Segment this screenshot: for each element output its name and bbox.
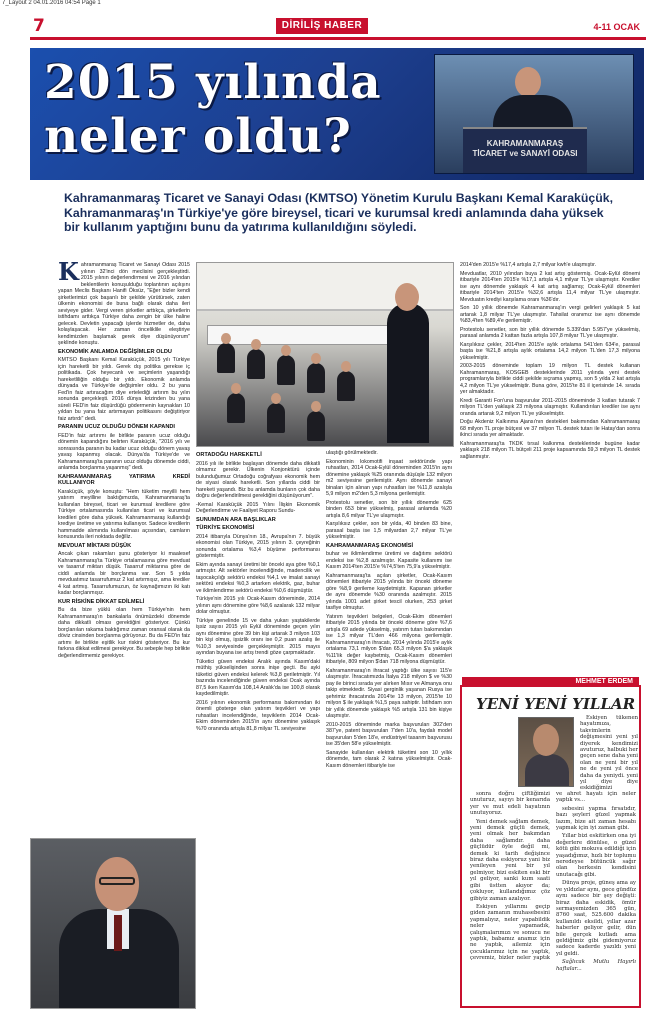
portrait-tie: [114, 915, 122, 951]
column-body: [470, 791, 636, 972]
paragraph: -Kemal Karaküçük 2015 Yılını İlişkin Ekonomik Değerlendirme ve Faaliyet Raporu Sundu-: [196, 501, 320, 514]
attendee-head: [271, 393, 281, 404]
paragraph: Protestolu senetler, son bir yıllık dönemde 5.339'dan 5.957'ye yükselmiş, parasal anlamda 2 kattan fazla artışla 107,8 milyar TL'ye ulaşmıştır.: [460, 326, 640, 339]
portrait-photo: [30, 838, 196, 1009]
paragraph: Ekonominin lokomotifi inşaat sektöründe yapı ruhsatları, 2014 Ocak-Eylül döneminden 2015'in aynı dönemine yaklaşık %25 oranında düşüşle 132 milyon m2 seviyesine gerilemiştir. Aynı dönemde sanayi binaları için alınan yapı ruhsatları ise %11,8 azalışla 5,9 milyon m2'den 5,3 milyona gerilemiştir.: [326, 458, 452, 497]
attendee-head: [251, 339, 261, 350]
main-speaker-head: [395, 283, 419, 311]
main-speaker: [387, 303, 429, 443]
podium-label-line-1: KAHRAMANMARAŞ: [486, 139, 564, 148]
paragraph: Yatırım teşvikleri belgeleri, Ocak-Ekim dönemleri itibariyle 2015 yılında bir önceki döneme göre %7,6 artışla 69 adede yükselmiş, yatırım tutarı bakımından ise 1,3 milyar TL'den 466 milyona gerilemiştir. Kahramanmaraş'ın ihracatı, 2014 yılında 2015'e aylık ortalama 73,1 milyon $'dan 65,3 milyon $'a yaklaşık %11'lik değer kaybetmiş, Ocak-Kasım dönemleri itibariyle, 809 milyon $'dan 718 milyona düşmüştür.: [326, 613, 452, 665]
file-label: 7_Layout 2 04.01.2016 04:54 Page 1: [2, 0, 101, 6]
attendee-head: [311, 401, 321, 412]
paragraph: 2016 yılının ekonomik performansı bakımından iki önemli gösterge olan yatırım teşvikleri ve yapı ruhsatları incelendiğinde, teşviklerin 2014 Ocak-Ekim döneminden 2015'in aynı dönemine yaklaşık %70 oranında artışla 81,8 milyar TL seviyesine: [196, 699, 320, 732]
attendee: [217, 343, 235, 373]
article-column-4: [460, 262, 640, 674]
opinion-column: [460, 678, 641, 1008]
attendee-head: [341, 361, 351, 372]
paragraph: sebesini yapma fırsatıdır, bazı şeyleri güzel yapmak lazım, bize ait zaman hesabı yapmak için iyi zaman gibi.: [556, 805, 636, 832]
column-intro: [580, 715, 638, 794]
paragraph: Mevduatlar, 2010 yılından buya 2 kat artış göstermiş. Ocak-Eylül dönemi itibariyle 2014'ten 2015'e %17,1 artışla 4,1 milyar TL'ye ulaşmıştır. Krediler ise aynı dönemde yaklaşık 4 kat artış sağlamış; Ocak-Eylül dönemleri itibariyle 2014'ten 2015'e %32,6 artışla 11,4 milyar TL'ye ulaşmıştır. Mevduatın krediyi karşılama oranı %36'dır.: [460, 270, 640, 303]
attendee: [307, 363, 325, 393]
article-column-1: [58, 262, 190, 834]
paragraph: Dünya proje, güneş ama ay ve yıldızlar aynı, gece gündüz aynı sadece bir şey değişti: biraz daha eskidik, ömür sermayemizden 365 gün, 8760 saat, 525.600 dakika kullanıldı eksildi, yıllar azar haberler geliyor gelir, dün bile gerçek kutladı ama geldiğimiz gibi gidemiyoruz sadece kaderde yazıldı yeni yıl geldi.: [556, 880, 636, 957]
issue-date: 4-11 OCAK: [593, 22, 640, 32]
attendee-head: [281, 345, 291, 356]
paragraph: 2014 itibarıyla Dünya'nın 18., Avrupa'nın 7. büyük ekonomisi olan Türkiye, 2015 yılının 3. çeyreğinin sonunda ortalama %3,4 büyüme performansı göstermiştir.: [196, 533, 320, 559]
conference-photo: [196, 262, 454, 447]
page-number: 7: [33, 16, 45, 36]
column-signoff: Sağlıcak Mutlu Hayırlı haftalar...: [556, 959, 636, 972]
paragraph: ulaştığı görülmektedir.: [326, 450, 378, 456]
section-heading: PARANIN UCUZ OLDUĞU DÖNEM KAPANDI: [58, 424, 175, 430]
podium-label: [463, 139, 587, 159]
paragraph: Eskiyen yıllarımı geçip giden zamanın muhasebesini yapmalıyız, neler yapabildik neler yapamadık, çalışmalarımızı ve sonucu ne yaptık, babamız anamız için ne yaptık, ailemiz için çocuklarımız için ne yaptık, çevremiz, bizler neler yaptık ve ahret hayatı için neler yaptık vs...: [470, 791, 636, 962]
column-title: YENİ YENİ YILLAR: [476, 695, 636, 713]
attendee: [307, 411, 325, 441]
podium: [463, 127, 587, 174]
attendee: [247, 349, 265, 379]
paragraph: 2016 yılı ile birlikte başlayan dönemde daha dikkatli olmamız gerekir. Ülkenin Konjonktürü içinde bulunduğumuz Ortadoğu coğrafyası ekonomik hem de siyasi olarak hareketli. Son yıllarda ciddi bir hareketi yaşandı. Biz bu anlamda bunların çok daha doğru değerlendirilmesi gerektiğini düşünüyorum".: [196, 460, 320, 499]
author-body: [525, 754, 569, 787]
section-heading: ORTADOĞU HAREKETLİ: [196, 452, 262, 458]
column-author: MEHMET ERDEM: [462, 677, 639, 687]
paragraph: KMTSO Başkanı Kemal Karaküçük, 2015 yılı Türkiye için hareketli bir yıldı. Gerek dış politika gerekse iç politikada. Çok heyecanlı ve seçimlerin yaşandığı hareketliliğin olduğu bir yıldı. Ekonomik anlamda dünyada ve Türkiye'de değişimler oldu. 2 bu yana Fed'in faiz artıracağım diye ertelediği artırım bu yılın sonunda gerçekleşti. 2016 dünya krizinden bu yana süreli FED'in faiz düşürdüğü gödermenin kaynakları 10 yıldan bu yana faiz artırmayan politikasını değiştiriyor faiz artırdı" dedi.: [58, 357, 190, 422]
paragraph: 2010-2015 döneminde marka başvuruları 302'den 387'ye, patent başvuruları 7'den 10'a, faydalı model başvuruları 5'den 18'e, endüstriyel tasarım başvurusu ise 35'den 58'e yükselmiştir.: [326, 721, 452, 747]
paragraph: Ekim ayında sanayi üretimi bir önceki aya göre %0,1 artmıştır. Alt sektörler incelendiğinde, madencilik ve taşocakçılığı sektörü endeksi %4,1 ve imalat sanayi sektörü endeksi %0,3 artarken elektrik, gaz, buhar ve iklimlendirme sektörü endeksi %0,6 düşmüştür.: [196, 561, 320, 594]
headline-line-2: neler oldu?: [44, 109, 352, 164]
headline: [44, 56, 382, 164]
paragraph: FED'in faiz artırımı ile birlikte paranın ucuz olduğu dönemin kapandığını belirten Karaküçük, "2016 yılı ve sonrasında paranın bu kadar ucuz olduğu dönem yavaş yavaş kapanmış olacak. Dünya'da Türkiye'de ve Kahramanmaraş'ta paranın ucuz olduğu dönemde ciddi, anlamda borçlanma yaşanmış" dedi.: [58, 432, 190, 471]
conference-table: [207, 325, 407, 345]
paragraph: sonra doğru çiftliğimizi unuturuz, sayıyı bir kenarıda yer ve mut edeli hayatının unutuyoruz.: [470, 791, 550, 817]
section-heading: MEVDUAT MİKTARI DÜŞÜK: [58, 542, 132, 549]
attendee: [277, 355, 295, 385]
author-head: [533, 724, 559, 756]
paragraph: Kahramanmaraş'ın ihracat yaptığı ülke sayısı 115'e ulaşmıştır. İhracatımızda İtalya 218 milyon $ ve %30 pay ile birinci sırada yer alırken Mısır ve Almanya onu takip etmektedir. Siyasi gerginlik yaşanan Rusya ise şehrimiz ihracatında 2014'te 13 milyon, 2015'te 10 milyon $ ile yaklaşık %1,5 paya sahiptir. İstihdam son bir yıllık dönemde yaklaşık %5 artışla 131 bin kişiye ulaşmıştır.: [326, 667, 452, 719]
section-heading: KUR RİSKİNE DİKKAT EDİLMELİ: [58, 598, 145, 605]
portrait-glasses: [99, 877, 135, 885]
paragraph: Kredi Garanti Fon'una başvurular 2011-2015 döneminde 3 katları tutarak 7 milyon TL'den yaklaşık 23 milyona ulaşmıştır. Kullandırılan krediler ise aynı oranda artarak 9,2 milyon TL'ye yükselmiştir.: [460, 397, 640, 417]
paragraph: Türkiye genelinde 15 ve daha yukarı yaştakilerde işsiz sayısı 2015 yılı Eylül döneminde geçen yılın aynı dönemine göre 39 bin kişi artarak 3 milyon 103 bin kişi olmuş, işsizlik oranı ise 0,2 puan azalış ile %10,3 seviyesinde gerçekleşmiştir. 2015 mayıs ayından buyana ise artış trendi göze çarpmaktadır.: [196, 617, 320, 656]
paragraph: Türkiye'nin 2015 yılı Ocak-Kasım döneminde, 2014 yılının aynı dönemine göre %8,6 azalarak 132 milyar dolar olmuştur.: [196, 596, 320, 615]
paragraph: Sanayide kullanılan elektrik tüketimi son 10 yıllık dönemde, tam olarak 2 katına yükselmiştir. Ocak-Kasım dönemleri itibariyle ise: [326, 749, 452, 769]
paragraph: Kahramanmaraş'ta TKDK tırsal kalkınma desteklerinde bugüne kadar yaklaşık 218 milyon TL bütçeli 211 proje kapsamında 59,3 milyon TL destek sağlanmıştır.: [460, 440, 640, 460]
speaker-photo: [434, 54, 634, 174]
attendee-head: [231, 383, 241, 394]
dropcap: K: [58, 262, 79, 286]
attendee-head: [221, 333, 231, 344]
paragraph: 2014'den 2015'e %17,4 artışla 2,7 milyar kwh'e ulaşmıştır.: [460, 262, 597, 268]
paragraph: Karşılıksız çekler, 2014'ten 2015'e aylık ortalama 541'den 634'e, parasal başta ise %21,8 artışla aylık ortalama 14,2 milyon TL'den 17,3 milyona yükselmiştir.: [460, 341, 640, 361]
paragraph: Doğu Akdeniz Kalkınma Ajansı'nın destekleri bakımından Kahramanmaraş 68 milyon TL proje bütçesi ve 37 milyon TL destek tutarı ile Hatay'dan sonra ikinci sırada yer almaktadır.: [460, 419, 640, 438]
attendee: [227, 393, 245, 423]
paragraph: buhar ve iklimlendirme üretimi ve dağıtımı sektörü endeksi ise %2,8 azalmıştır. Kapasite kullanımı ise Kasım 2014'ten 2015'e %74,5'ten 75,9'a yükselmiştir.: [326, 551, 452, 570]
article-column-2: [196, 450, 320, 1010]
paragraph: Son 10 yıllık dönemde Kahramanmaraş'ın vergi gelirleri yaklaşık 5 kat artarak 1,8 milyar TL'ye ulaşmıştır. Tahsilat oranımız ise aynı dönemde %83,4'ten %89,4'e gerilemiştir.: [460, 305, 640, 324]
article-column-3: [326, 450, 452, 1010]
section-heading: EKONOMİK ANLAMDA DEĞİŞİMLER OLDU: [58, 348, 172, 355]
paragraph: Tüketici güven endeksi Aralık ayında Kasım'daki müthiş yükselişinden sonra inişe geçti. Bu ayki tüketici güven endeksi kelerek %3,8 geriletmiştir. Yıl bazında incelendiğinde güven endeksi Ocak ayında 87,5 iken Kasım'da 108,14 Aralık'da ise 100,8 olarak kaydedilmiştir.: [196, 658, 320, 697]
paragraph: Bu da bize yüklü olan hem Türkiye'nin hem Kahramanmaraş'ın bankalarla önümüzdeki dönemde daha dikkatli olması gerektiğini gösteriyor. Çünkü borçlanılan rakama baktığımız zaman oransal olarak da döviz cinsinden borçlanma görüyoruz. Bu da FED'in faiz artımı ile birlikte eşitlik kur riskini gösteriyor. Bu kur farkına dikkat edilmesi gerekiyor. Bu sebeple hep birlikte değerlendirmemiz gerekiyor.: [58, 607, 190, 659]
paragraph: ahramanmaraş Ticaret ve Sanayi Odası 2015 yılının 32'inci dön meclisini gerçekleştirdi. 2015 yılının değerlendirmesi ve 2016 yılından beklentilerin konuşulduğu toplantının açılışını yapan Meclis Başkanı Hanifi Öksüz, "Eğer bizler kendi şirketlerimizi çok başarılı bir şekilde yürütürsek, zaten ülkenin ekonomisi de buna bağlı olarak daha ileri seviyeye gider. Vergi veren şirketler arttıkça, şirketlerin istihdamı arttıkça Türkiye daha zengin bir ülke haline gelecek. Devletin yapacağı işlerde hizmetler de, daha kolaylaşacak. Her zaman önceliklile eleştiriye kendimizden başlamak gerek diye düşünüyorum" şeklinde konuştu.: [58, 262, 190, 346]
paragraph: Kahramanmaraş'ta açılan şirketler, Ocak-Kasım dönemleri itibariyle 2015 yılında bir önceki döneme göre %8,9 gerileme kaydetmiştir. Kapanan şirketler de aynı dönemde %30 oranında azalmıştır. 2015 yılında 1001 adet şirket tescil olurken, 253 şirket tasfiye olmuştur.: [326, 572, 452, 611]
paragraph: Karaküçük, şöyle konuştu: "Hem tüketim meyilli hem yatırım meyilline baktığımızda, Kahramanmaraş'ta kullanılan bireysel, ticari ve kurumsal kredilere göre Türkiye ortalamasında kullanılan ticari ve kurumsal kredileri göre daha yüksek. Kahramanmaraş kullandığı krediye üretime ve yatırıma kullanıyor. Sadece kredilerin hammadde alımında kullanılması açısından, camların konusunda ileri noktada değiliz.: [58, 488, 190, 540]
section-heading: TÜRKİYE EKONOMİSİ: [196, 525, 255, 531]
headline-line-1: 2015 yılında: [44, 55, 382, 110]
podium-label-line-2: TİCARET ve SANAYİ ODASI: [472, 149, 578, 158]
speaker-head: [515, 67, 541, 97]
paragraph: 2003-2015 döneminde toplam 19 milyon TL destek kullanan Kahramanmaraş, KOSGEB desteklerinde 2011 yılında yeni destek programlarıyla birlikte ciddi şekilde sıçrama yapmış, son 5 yılda 2 kat artışla 4,2 milyon TL'ye yükselmiştir. Buna göre, 2015'te 81 il içerisinde 14. sırada yer almaktadır.: [460, 363, 640, 395]
attendee: [267, 403, 285, 433]
paragraph: Yıllar bizi eskitirken ona iyi değerlere dönülse, o güzel kötü gibi mokuva edildiği için yaşadığımız, hızlı bir toplumu neredeyse bütüncük sağır olan herkesin kendisini unutacağı gibi.: [556, 833, 636, 878]
attendee-head: [311, 353, 321, 364]
paragraph: Karşılıksız çekler, son bir yılda, 40 binden 83 bine, parasal başta ise 1,5 milyardan 2,7 milyar TL'ye yükselmiştir.: [326, 521, 452, 540]
section-heading: KAHRAMANMARAŞ EKONOMİSİ: [326, 542, 414, 549]
paragraph: Protestolu senetler, son bir yıllık dönemde 625 binden 653 bine yükselmiş, parasal anlamda %20 artışla 8,6 milyar TL'ye ulaşmıştır.: [326, 499, 452, 519]
paragraph: Yeni demek sağlam demek, yeni demek güçlü demek, yeni olmak her bakımdan daha sağlamdır. daha güçlüdür öyle değil mi, demek ki tarih değişince biraz daha eskiyoruz yani biz yenileyen yeni bir yıl gelmiyor, bizi eskiten eski bir yıl geliyor, sanki kum saati gibi üstten akıyor da; çokluyor, kullandığımız çöz gibiyiz zaman azalıyor.: [470, 818, 550, 902]
paragraph: Eskiyen tükenen hayatımıza, takvimlerin değişmesini yeni yıl diyerek kendimizi avuturuz, halbuki her geçen sene daha yeni olan ne yeni bir yıl ne de yeni yıl önce daha da yeniydi. yeni yıl diye diye eskidiğimizi: [580, 715, 638, 792]
attendee: [337, 371, 355, 401]
paragraph: Ancak çıkan rakamları şunu gösteriyor ki maalesef Kahramanmaraş'ta Türkiye ortalamasına göre mevduat ve tasarruf miktarı düşük. Tasarruf miktarına göre de ciddi anlamda bir borçlanma var. Son 5 yılda mevduatımız tasarrufumuz 2 kat artırmışız, ama krediler 4 kat artmış. Tasarrufumuzun, öz kaynağımızın iki katı kadar borçlanmışız.: [58, 551, 190, 596]
newspaper-logo: DİRİLİŞ HABER: [276, 18, 368, 34]
hero-banner: [30, 48, 644, 180]
header-rule: [30, 37, 646, 40]
section-heading: KAHRAMANMARAŞ YATIRIMA KREDİ KULLANIYOR: [58, 473, 190, 486]
section-heading: SUNUMDAN ARA BAŞLIKLAR: [196, 516, 276, 523]
author-photo: [518, 717, 574, 787]
article-subheading: Kahramanmaraş Ticaret ve Sanayi Odası (KMTSO) Yönetim Kurulu Başkanı Kemal Karaküçük, Kahramanmaraş'ın Türkiye'ye göre bireysel, ticari ve kurumsal kredi anlamında daha yüksek bir kullanım yaptığını bunu da yatırıma kullanıldığını söyledi.: [64, 191, 614, 235]
